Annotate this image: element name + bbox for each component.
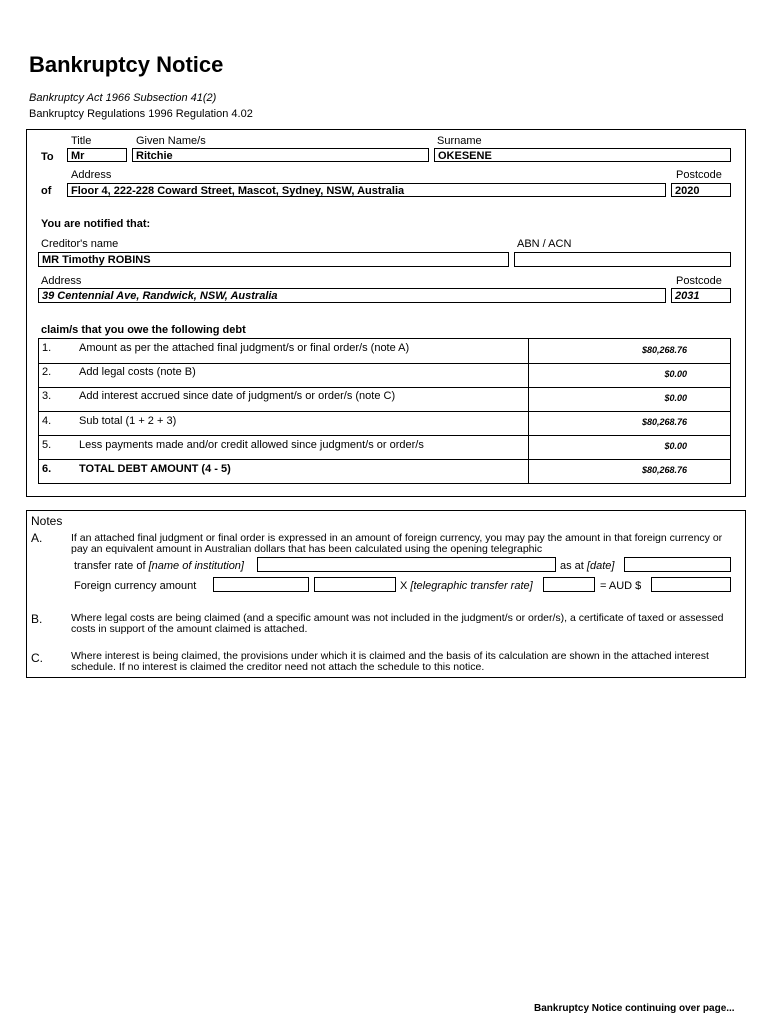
debt-row-value: $0.00 xyxy=(664,369,687,379)
telegraphic-rate-label: X [telegraphic transfer rate] xyxy=(400,580,533,592)
note-b-text: Where legal costs are being claimed (and a specific amount was not included in the judgment/s or order/s), a certificate of taxed or assessed costs in support of the amount claimed is attached. xyxy=(71,612,724,635)
debt-row-num: 2. xyxy=(42,366,52,378)
abn-field[interactable] xyxy=(514,252,731,267)
debt-row-text: Add interest accrued since date of judgment/s or order/s (note C) xyxy=(79,390,396,402)
as-at-label: as at [date] xyxy=(560,560,615,572)
page-footer: Bankruptcy Notice continuing over page... xyxy=(534,1003,735,1014)
debtor-title-field[interactable]: Mr xyxy=(67,148,127,162)
debt-row-text: Add legal costs (note B) xyxy=(79,366,196,378)
foreign-currency-field[interactable] xyxy=(213,577,309,592)
aud-amount-field[interactable] xyxy=(651,577,731,592)
note-b-letter: B. xyxy=(31,612,43,626)
given-name-label: Given Name/s xyxy=(136,135,206,147)
note-c-letter: C. xyxy=(31,651,43,665)
regulation-reference: Bankruptcy Regulations 1996 Regulation 4.02 xyxy=(29,108,253,120)
debt-total-value: $80,268.76 xyxy=(641,465,687,475)
debt-row-text: Amount as per the attached final judgment/s or final order/s (note A) xyxy=(79,342,410,354)
debt-row-text: Sub total (1 + 2 + 3) xyxy=(79,415,177,427)
debtor-given-name-field[interactable]: Ritchie xyxy=(132,148,429,162)
of-label: of xyxy=(41,185,52,197)
notified-heading: You are notified that: xyxy=(41,218,151,230)
to-label: To xyxy=(41,151,54,163)
act-reference: Bankruptcy Act 1966 Subsection 41(2) xyxy=(29,92,217,104)
abn-label: ABN / ACN xyxy=(517,238,572,250)
debtor-postcode-field[interactable]: 2020 xyxy=(671,183,731,197)
foreign-currency-code-field[interactable] xyxy=(314,577,396,592)
debtor-address-field[interactable]: Floor 4, 222-228 Coward Street, Mascot, Sydney, NSW, Australia xyxy=(67,183,666,197)
notes-heading: Notes xyxy=(31,514,63,528)
institution-field[interactable] xyxy=(257,557,556,572)
debtor-surname-field[interactable]: OKESENE xyxy=(434,148,731,162)
transfer-rate-label: transfer rate of [name of institution] xyxy=(74,560,244,572)
debt-total-text: TOTAL DEBT AMOUNT (4 - 5) xyxy=(79,463,231,475)
title-label: Title xyxy=(71,135,92,147)
foreign-currency-label: Foreign currency amount xyxy=(74,580,197,592)
debt-row-num: 6. xyxy=(42,463,52,475)
debt-row-value: $80,268.76 xyxy=(641,345,687,355)
debt-row-value: $0.00 xyxy=(664,441,687,451)
creditor-name-field[interactable]: MR Timothy ROBINS xyxy=(38,252,509,267)
debt-row-text: Less payments made and/or credit allowed since judgment/s or order/s xyxy=(79,439,424,451)
note-a-letter: A. xyxy=(31,531,43,545)
creditor-address-field[interactable]: 39 Centennial Ave, Randwick, NSW, Australia xyxy=(38,288,666,303)
debtor-address-label: Address xyxy=(71,169,112,181)
creditor-name-label: Creditor's name xyxy=(41,238,119,250)
note-a-text: If an attached final judgment or final order is expressed in an amount of foreign currency, you may pay the amount in that foreign currency or pay an equivalent amount in Australian dollars that has been calculated using the opening telegraphic xyxy=(71,532,723,555)
debt-row-num: 5. xyxy=(42,439,52,451)
debt-row-num: 4. xyxy=(42,415,52,427)
debt-row-num: 3. xyxy=(42,390,52,402)
creditor-address-label: Address xyxy=(41,275,82,287)
debt-heading: claim/s that you owe the following debt xyxy=(41,324,246,336)
debt-row-num: 1. xyxy=(42,342,52,354)
page-title: Bankruptcy Notice xyxy=(29,52,224,77)
telegraphic-rate-field[interactable] xyxy=(543,577,595,592)
surname-label: Surname xyxy=(437,135,482,147)
debt-row-value: $80,268.76 xyxy=(641,417,687,427)
date-field[interactable] xyxy=(624,557,731,572)
creditor-postcode-field[interactable]: 2031 xyxy=(671,288,731,303)
debtor-postcode-label: Postcode xyxy=(676,169,722,181)
creditor-postcode-label: Postcode xyxy=(676,275,722,287)
note-c-text: Where interest is being claimed, the provisions under which it is claimed and the basis of its calculation are shown in the attached interest schedule. If no interest is claimed the creditor need not attach the schedule to this notice. xyxy=(71,650,709,673)
aud-label: = AUD $ xyxy=(600,580,642,592)
debt-row-value: $0.00 xyxy=(664,393,687,403)
